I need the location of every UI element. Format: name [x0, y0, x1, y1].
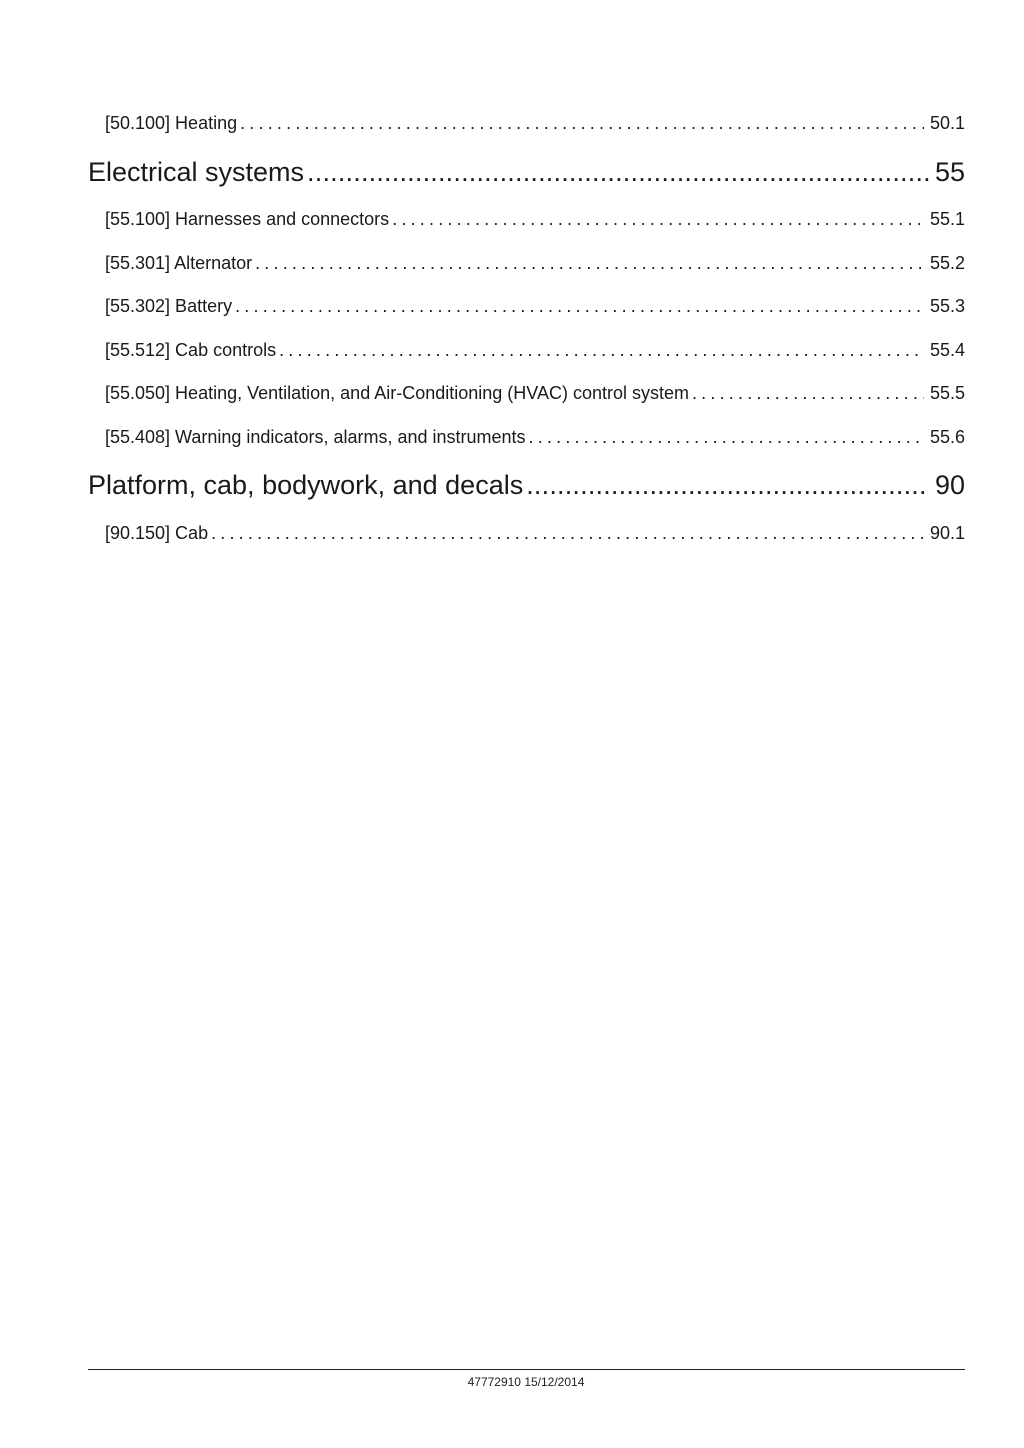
toc-entry-page: 55.3: [929, 296, 965, 316]
dot-leader: [307, 157, 929, 188]
toc-entry-50-100-heating[interactable]: [105, 113, 965, 137]
toc-entry-page: 55.2: [929, 253, 965, 273]
toc-entry-page: 55.6: [929, 427, 965, 447]
toc-entry-label: [55.512] Cab controls: [105, 340, 277, 360]
toc-entry-55-301-alternator[interactable]: [105, 253, 965, 277]
footer-divider: [88, 1369, 965, 1370]
toc-section-label: Platform, cab, bodywork, and decals: [88, 470, 524, 500]
dot-leader: [211, 523, 924, 544]
toc-entry-55-302-battery[interactable]: [105, 296, 965, 320]
toc-entry-page: 55.1: [929, 209, 965, 229]
toc-entry-page: 90.1: [929, 523, 965, 543]
dot-leader: [240, 113, 924, 134]
toc-entry-55-100-harnesses[interactable]: [105, 209, 965, 233]
toc-entry-90-150-cab[interactable]: [105, 523, 965, 547]
toc-entry-label: [55.302] Battery: [105, 296, 233, 316]
toc-entry-page: 55.5: [929, 383, 965, 403]
dot-leader: [526, 470, 929, 501]
dot-leader: [692, 383, 924, 404]
toc-entry-label: [55.408] Warning indicators, alarms, and instruments: [105, 427, 526, 447]
dot-leader: [279, 340, 924, 361]
toc-entry-page: 55.4: [929, 340, 965, 360]
toc-entry-page: 50.1: [929, 113, 965, 133]
dot-leader: [392, 209, 924, 230]
dot-leader: [255, 253, 924, 274]
toc-entry-label: [55.050] Heating, Ventilation, and Air-Conditioning (HVAC) control system: [105, 383, 689, 403]
toc-entry-label: [50.100] Heating: [105, 113, 238, 133]
toc-entry-label: [55.100] Harnesses and connectors: [105, 209, 390, 229]
toc-section-label: Electrical systems: [88, 157, 305, 187]
toc-section-page: 55: [934, 157, 965, 187]
toc-section-electrical-systems[interactable]: [88, 157, 965, 191]
toc-entry-label: [90.150] Cab: [105, 523, 209, 543]
toc-section-page: 90: [934, 470, 965, 500]
dot-leader: [529, 427, 924, 448]
toc-entry-55-408-warning[interactable]: [105, 427, 965, 451]
toc-entry-55-512-cab-controls[interactable]: [105, 340, 965, 364]
toc-section-platform-cab[interactable]: [88, 470, 965, 504]
toc-entry-label: [55.301] Alternator: [105, 253, 253, 273]
footer-document-id: 47772910 15/12/2014: [467, 1375, 585, 1389]
dot-leader: [235, 296, 924, 317]
toc-entry-55-050-hvac[interactable]: [105, 383, 965, 407]
